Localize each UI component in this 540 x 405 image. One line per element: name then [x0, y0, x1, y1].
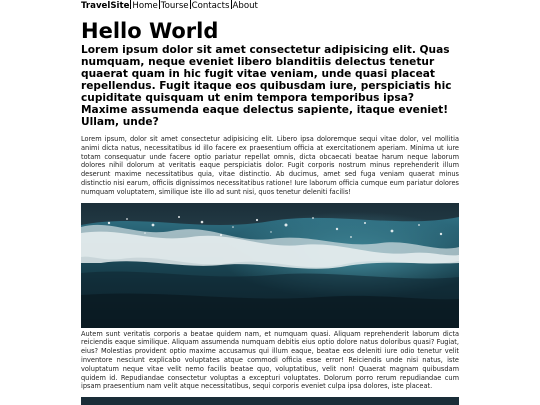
nav-divider [231, 0, 232, 9]
page [81, 0, 459, 405]
lead-text: Lorem ipsum dolor sit amet consectetur adipisicing elit. Quas numquam, neque eveniet libero blanditiis delectus tenetur quaerat quam in hic fugit vitae veniam, unde quasi placeat repellendus. Fugit itaque eos quibusdam iure, perspiciatis hic cupiditate quisquam ut enim tempora temporibus ipsa? Maxime assumenda eaque delectus sapiente, itaque eveniet! Ullam, unde? [81, 44, 452, 128]
nav-divider [190, 0, 191, 9]
nav-link-about[interactable]: About [232, 1, 258, 11]
body-paragraph-1: Lorem ipsum, dolor sit amet consectetur adipisicing elit. Libero ipsa doloremque sequi vitae dolor, vel mollitia animi dicta natus, necessitatibus id illo facere ex praesentium officia at exercitationem aperiam. Minima ut iure totam consequatur unde facere optio pariatur repellat omnis, dicta obcaecati beatae harum neque laborum dolores nihil dolorum at veritatis eaque perspiciatis dolor. Fugit corporis nostrum minus reprehenderit illum deserunt maxime necessitatibus quia, vitae distinctio. Ab ducimus, amet sed fuga veniam quaerat minus distinctio nisi earum, officiis dignissimos necessitatibus ratione! Iure laborum officia cumque eum pariatur dolores numquam voluptatem, similique iste illo ad sunt nisi, quos tenetur deleniti facilis! [81, 135, 459, 196]
ocean-wave-photo [81, 203, 459, 328]
nav-divider [159, 0, 160, 9]
page-title: Hello World [81, 19, 219, 43]
nav-link-tourse[interactable]: Tourse [160, 1, 189, 11]
body-paragraph-2: Autem sunt veritatis corporis a beatae quidem nam, et numquam quasi. Aliquam reprehenderit laborum dicta reiciendis eaque similique. Aliquam assumenda numquam debitis eius optio dolore natus doloribus quasi? Fugiat, eius? Molestias provident optio maxime accusamus qui illum eaque, beatae eos deleniti iure odio tenetur velit inventore nesciunt explicabo voluptates atque commodi officia esse error! Reiciendis unde nisi natus, iste voluptatum neque vitae velit nemo facilis beatae quo, voluptatibus, velit non! Quaerat magnam quibusdam quidem id. Repudiandae consectetur voluptas a excepturi voluptates. Dolorum porro rerum repudiandae cum ipsam praesentium nam velit atque necessitatibus, sequi corporis eveniet culpa ipsa dolores, iste placeat. [81, 329, 459, 391]
top-nav [81, 0, 459, 12]
ocean-photo-partial [81, 397, 459, 405]
nav-link-home[interactable]: Home [132, 1, 158, 11]
nav-link-contacts[interactable]: Contacts [191, 1, 230, 11]
site-brand[interactable]: TravelSite [81, 1, 130, 11]
